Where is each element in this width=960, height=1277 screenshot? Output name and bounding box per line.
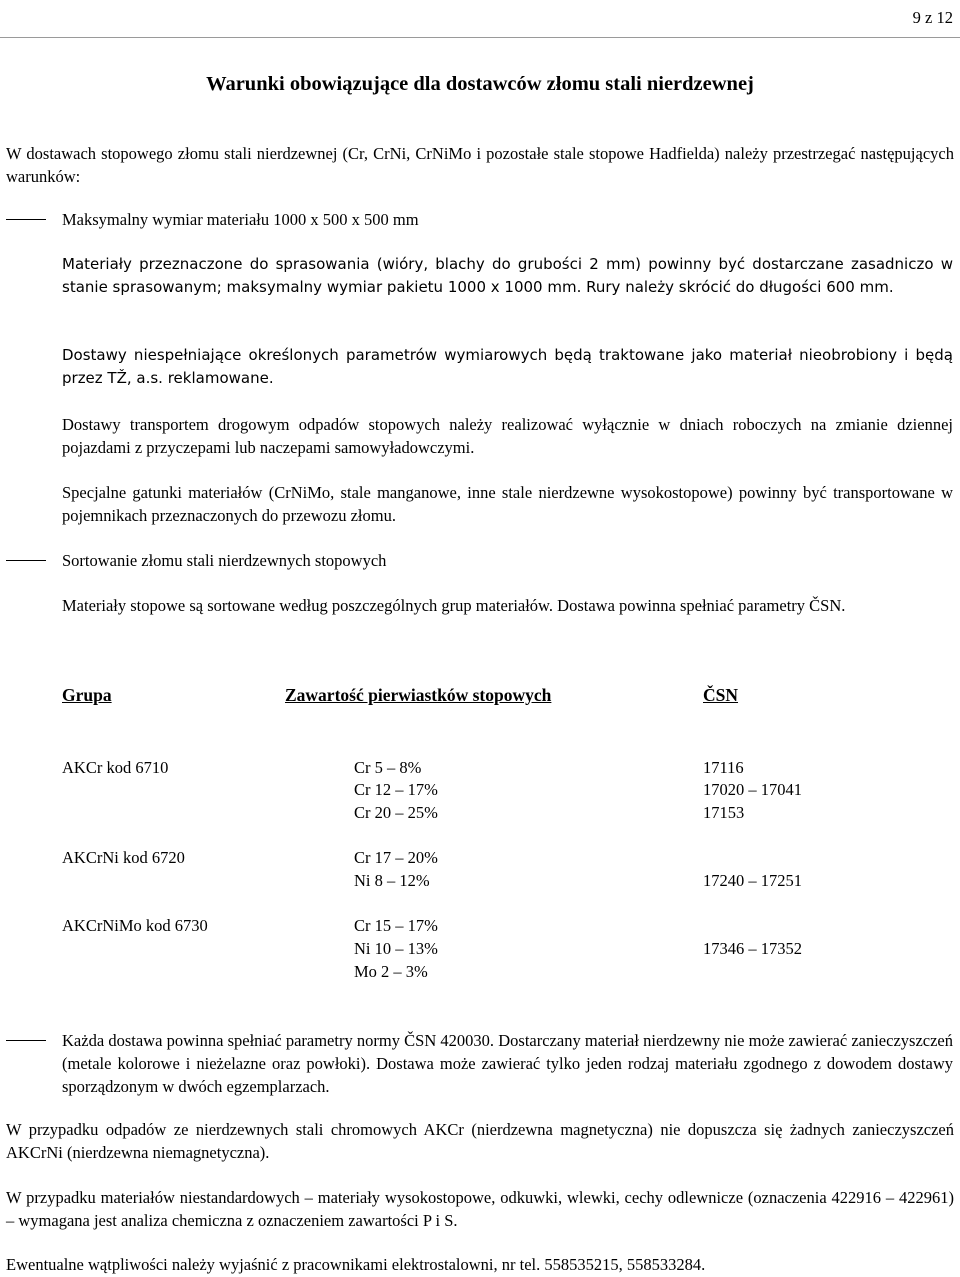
em-dash-bullet xyxy=(6,560,46,561)
section-1-paragraph-2: Dostawy niespełniające określonych parametrów wymiarowych będą traktowane jako materiał nieobrobiony i będą przez TŽ, a.s. reklamowane. xyxy=(62,346,953,387)
table-cell-group: AKCr kod 6710 xyxy=(62,758,169,777)
section-1-paragraph-3: Dostawy transportem drogowym odpadów stopowych należy realizować wyłącznie w dniach roboczych na zmianie dziennej pojazdami z przyczepami lub naczepami samowyładowczymi. xyxy=(62,415,953,457)
table-header-content: Zawartość pierwiastków stopowych xyxy=(285,685,552,705)
table-cell-content: Mo 2 – 3% xyxy=(354,962,428,981)
table-cell-csn: 17346 – 17352 xyxy=(703,939,802,958)
nonstandard-materials-paragraph: W przypadku materiałów niestandardowych – materiały wysokostopowe, odkuwki, wlewki, cechy odlewnicze (oznaczenia 422916 – 422961) – wymagana jest analiza chemiczna z oznaczeniem zawartości P i S. xyxy=(6,1188,954,1230)
intro-paragraph: W dostawach stopowego złomu stali nierdzewnej (Cr, CrNi, CrNiMo i pozostałe stale stopowe Hadfielda) należy przestrzegać następujących warunków: xyxy=(6,144,954,186)
table-cell-content: Cr 17 – 20% xyxy=(354,848,438,867)
section-2-paragraph: Materiały stopowe są sortowane według poszczególnych grup materiałów. Dostawa powinna spełniać parametry ČSN. xyxy=(62,596,846,615)
section-3-paragraph: Każda dostawa powinna spełniać parametry normy ČSN 420030. Dostarczany materiał nierdzewny nie może zawierać zanieczyszczeń (metale kolorowe i nieżelazne oraz powłoki). Dostawa może zawierać tylko jeden rodzaj materiału zgodnego z dowodem dostawy sporządzonym w dwóch egzemplarzach. xyxy=(62,1031,953,1096)
table-header-csn: ČSN xyxy=(703,685,739,705)
em-dash-bullet xyxy=(6,219,46,220)
table-cell-content: Cr 15 – 17% xyxy=(354,916,438,935)
table-cell-csn: 17020 – 17041 xyxy=(703,780,802,799)
table-cell-content: Ni 8 – 12% xyxy=(354,871,430,890)
page-number: 9 z 12 xyxy=(912,8,953,27)
table-cell-group: AKCrNi kod 6720 xyxy=(62,848,185,867)
section-1-paragraph-1: Materiały przeznaczone do sprasowania (wióry, blachy do grubości 2 mm) powinny być dostarczane zasadniczo w stanie sprasowanym; maksymalny wymiar pakietu 1000 x 1000 mm. Rury należy skrócić do długości 600 mm. xyxy=(62,255,953,296)
table-cell-csn: 17116 xyxy=(703,758,744,777)
table-cell-group: AKCrNiMo kod 6730 xyxy=(62,916,208,935)
section-1-paragraph-4: Specjalne gatunki materiałów (CrNiMo, stale manganowe, inne stale nierdzewne wysokostopowe) powinny być transportowane w pojemnikach przeznaczonych do przewozu złomu. xyxy=(62,483,953,525)
contact-paragraph: Ewentualne wątpliwości należy wyjaśnić z pracownikami elektrostalowni, nr tel. 558535215, 558533284. xyxy=(6,1255,706,1274)
table-header-group: Grupa xyxy=(62,685,112,705)
table-cell-csn: 17153 xyxy=(703,803,745,822)
document-title: Warunki obowiązujące dla dostawców złomu stali nierdzewnej xyxy=(206,73,754,95)
table-cell-content: Cr 5 – 8% xyxy=(354,758,422,777)
header-rule xyxy=(0,37,960,38)
table-cell-content: Cr 12 – 17% xyxy=(354,780,438,799)
table-cell-content: Ni 10 – 13% xyxy=(354,939,438,958)
em-dash-bullet xyxy=(6,1040,46,1041)
table-cell-content: Cr 20 – 25% xyxy=(354,803,438,822)
chrome-steel-paragraph: W przypadku odpadów ze nierdzewnych stali chromowych AKCr (nierdzewna magnetyczna) nie dopuszcza się żadnych zanieczyszczeń AKCrNi (nierdzewna niemagnetyczna). xyxy=(6,1120,954,1162)
table-cell-csn: 17240 – 17251 xyxy=(703,871,802,890)
